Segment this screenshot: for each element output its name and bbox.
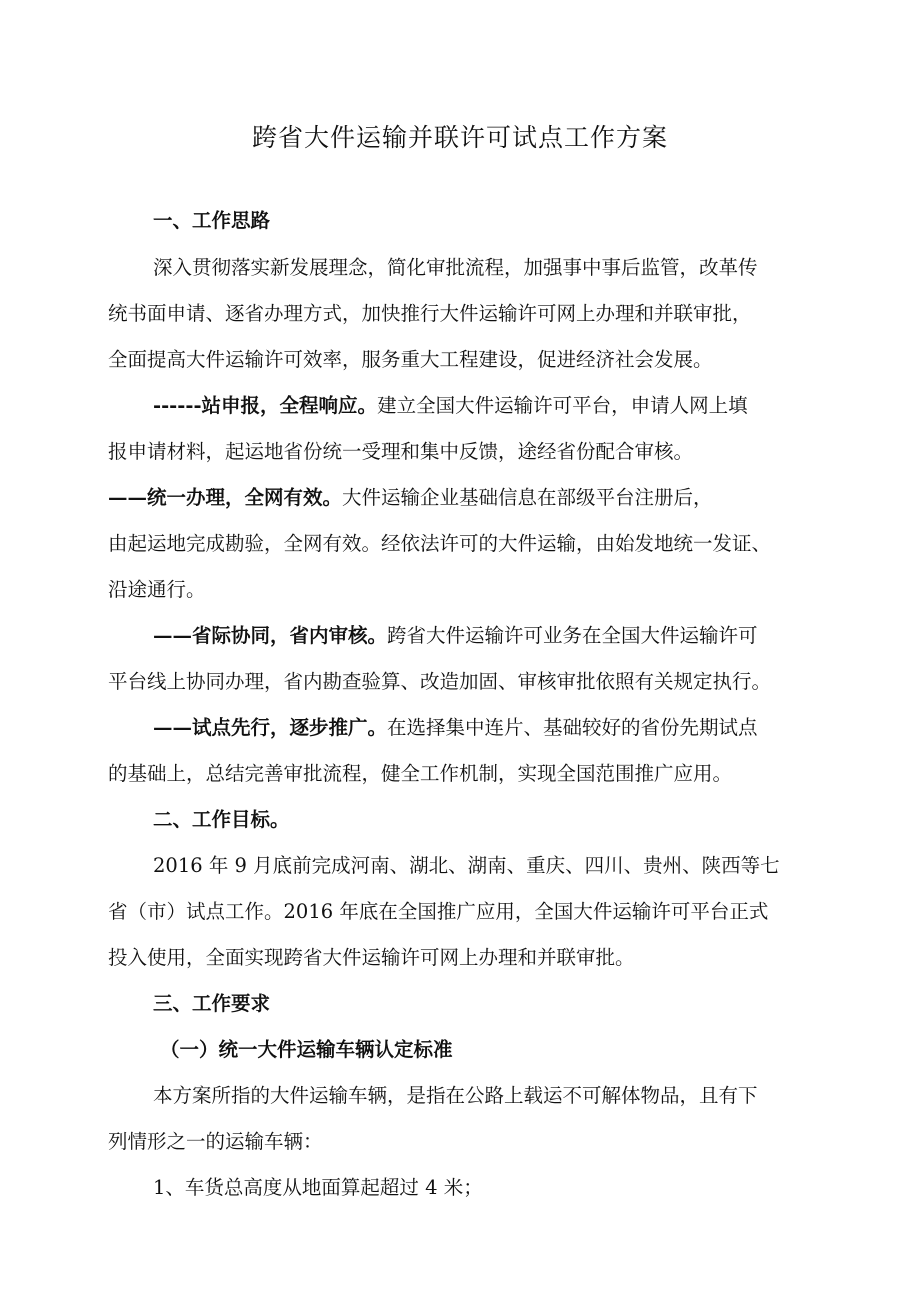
principle1-line bbox=[153, 390, 873, 422]
principle2-text: 大件运输企业基础信息在部级平台注册后， bbox=[342, 486, 713, 509]
list-item: 1、车货总高度从地面算起超过 4 米； bbox=[153, 1176, 483, 1199]
principle3-text: 跨省大件运输许可业务在全国大件运输许可 bbox=[387, 624, 758, 647]
paragraph-line: 报申请材料，起运地省份统一受理和集中反馈，途经省份配合审核。 bbox=[108, 440, 694, 463]
paragraph-line: 全面提高大件运输许可效率，服务重大工程建设，促进经济社会发展。 bbox=[108, 348, 713, 371]
principle2-line bbox=[108, 482, 828, 514]
principle3-line bbox=[153, 620, 873, 652]
document-title: 跨省大件运输并联许可试点工作方案 bbox=[251, 123, 668, 152]
principle4-line bbox=[153, 712, 873, 744]
principle4-lead: ——试点先行，逐步推广。 bbox=[153, 716, 388, 739]
paragraph-line: 沿途通行。 bbox=[108, 578, 206, 601]
paragraph-line: 平台线上协同办理，省内勘查验算、改造加固、审核审批依照有关规定执行。 bbox=[108, 670, 772, 693]
principle4-text: 在选择集中连片、基础较好的省份先期试点 bbox=[387, 716, 758, 739]
principle3-lead: ——省际协同，省内审核。 bbox=[153, 624, 388, 647]
paragraph-line: 统书面申请、逐省办理方式，加快推行大件运输许可网上办理和并联审批， bbox=[108, 302, 752, 325]
paragraph-line: 深入贯彻落实新发展理念，简化审批流程，加强事中事后监管，改革传 bbox=[153, 256, 758, 279]
paragraph-line: 2016 年 9 月底前完成河南、湖北、湖南、重庆、四川、贵州、陕西等七 bbox=[153, 854, 780, 877]
section3-heading: 三、工作要求 bbox=[153, 992, 271, 1015]
section2-heading: 二、工作目标。 bbox=[153, 808, 290, 831]
section1-heading: 一、工作思路 bbox=[153, 209, 271, 232]
paragraph-line: 省（市）试点工作。2016 年底在全国推广应用，全国大件运输许可平台正式 bbox=[108, 900, 769, 923]
paragraph-line: 投入使用，全面实现跨省大件运输许可网上办理和并联审批。 bbox=[108, 946, 635, 969]
paragraph-line: 本方案所指的大件运输车辆，是指在公路上载运不可解体物品，且有下 bbox=[153, 1084, 758, 1107]
paragraph-line: 列情形之一的运输车辆： bbox=[108, 1130, 323, 1153]
paragraph-line: 的基础上，总结完善审批流程，健全工作机制，实现全国范围推广应用。 bbox=[108, 762, 733, 785]
principle1-lead: ------站申报，全程响应。 bbox=[153, 394, 378, 417]
principle1-text: 建立全国大件运输许可平台，申请人网上填 bbox=[377, 394, 748, 417]
principle2-lead: ——统一办理，全网有效。 bbox=[108, 486, 343, 509]
subsection1-heading: （一）统一大件运输车辆认定标准 bbox=[160, 1038, 453, 1061]
paragraph-line: 由起运地完成勘验，全网有效。经依法许可的大件运输，由始发地统一发证、 bbox=[108, 532, 772, 555]
